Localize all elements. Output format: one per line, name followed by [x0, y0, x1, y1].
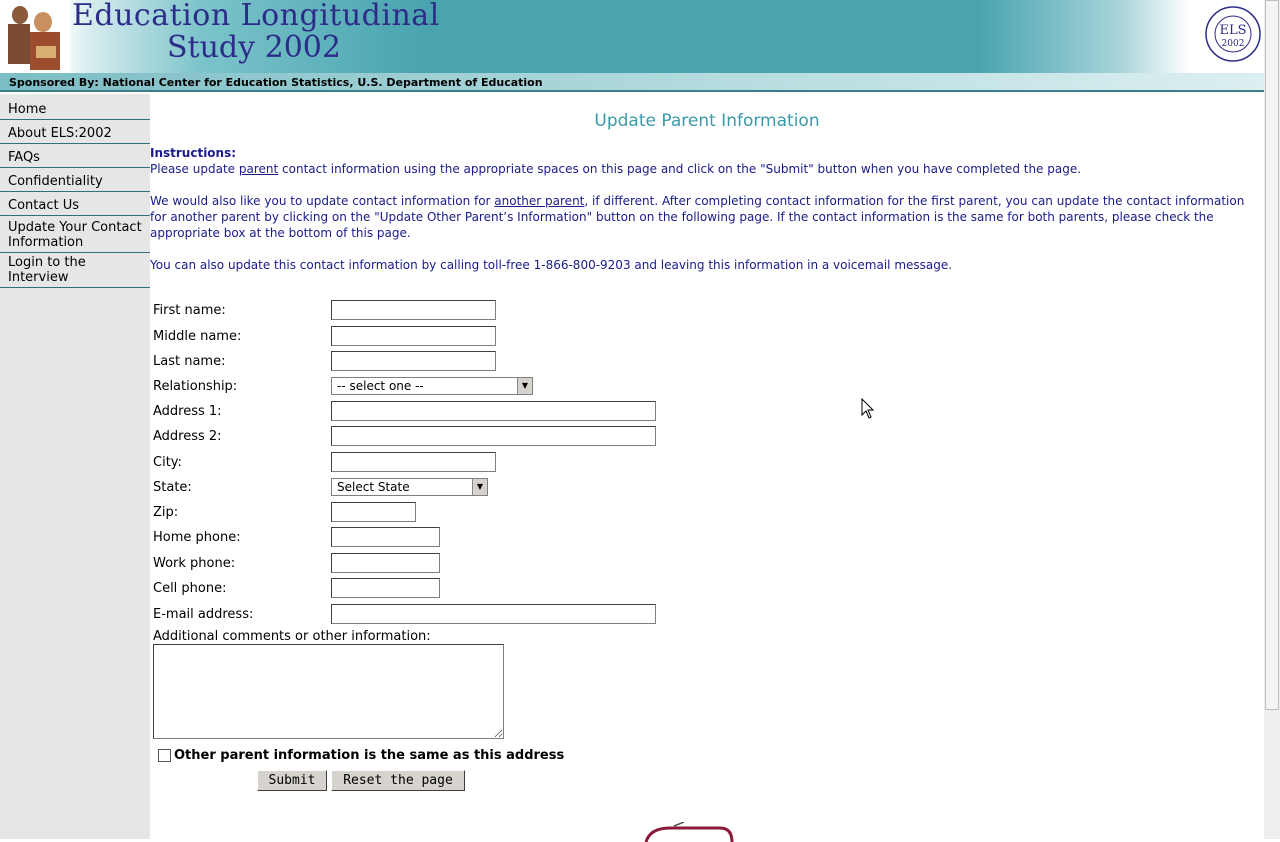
chevron-down-icon[interactable]: ▼ [517, 378, 532, 394]
students-illustration [0, 0, 70, 73]
cell-phone-input[interactable] [331, 578, 440, 598]
comments-textarea[interactable] [153, 644, 504, 739]
state-label: State: [153, 480, 192, 495]
sidebar-item-faqs[interactable]: FAQs [0, 148, 150, 168]
mouse-cursor-icon [861, 398, 875, 420]
same-address-checkbox[interactable] [158, 749, 171, 762]
zip-input[interactable] [331, 502, 416, 522]
instr2-pre: We would also like you to update contact information for [150, 194, 495, 208]
relationship-label: Relationship: [153, 379, 238, 394]
sidebar-item-login[interactable]: Login to the Interview [0, 253, 150, 288]
site-title [72, 0, 440, 64]
site-title-line1: Education Longitudinal [72, 0, 440, 33]
address2-input[interactable] [331, 426, 656, 446]
same-address-option[interactable] [158, 748, 564, 763]
work-phone-label: Work phone: [153, 556, 236, 571]
header-banner [0, 0, 1264, 73]
page-title: Update Parent Information [594, 111, 820, 131]
scrollbar-thumb[interactable] [1265, 0, 1279, 710]
site-title-line2: Study 2002 [167, 30, 341, 65]
reset-button[interactable]: Reset the page [331, 770, 465, 791]
zip-label: Zip: [153, 505, 179, 520]
another-parent-link[interactable]: another parent [494, 194, 585, 208]
sponsor-bar: Sponsored By: National Center for Education Statistics, U.S. Department of Education [0, 73, 1264, 92]
submit-button[interactable]: Submit [257, 770, 327, 791]
city-input[interactable] [331, 452, 496, 472]
last-name-label: Last name: [153, 354, 226, 369]
same-address-label: Other parent information is the same as this address [174, 748, 565, 763]
city-label: City: [153, 455, 182, 470]
instr1-pre: Please update [150, 162, 239, 176]
instructions-paragraph-3: You can also update this contact information by calling toll-free 1-866-800-9203 and leaving this information in a voicemail message. [150, 258, 953, 272]
email-input[interactable] [331, 604, 656, 624]
instr1-post: contact information using the appropriate spaces on this page and click on the "Submit" button when you have completed the page. [278, 162, 1082, 176]
sidebar-item-update-contact[interactable]: Update Your Contact Information [0, 218, 150, 253]
first-name-label: First name: [153, 303, 226, 318]
instructions-paragraph-2 [150, 193, 1264, 241]
parent-link[interactable]: parent [238, 162, 279, 176]
first-name-input[interactable] [331, 300, 496, 320]
seal-text: ELS [1219, 23, 1247, 38]
relationship-select[interactable] [331, 377, 533, 395]
state-select[interactable] [331, 478, 488, 496]
sidebar-item-home[interactable]: Home [0, 100, 150, 120]
instructions-paragraph-1 [150, 161, 1264, 177]
last-name-input[interactable] [331, 351, 496, 371]
els-seal-logo [1203, 2, 1263, 72]
seal-year: 2002 [1221, 39, 1245, 49]
middle-name-input[interactable] [331, 326, 496, 346]
instructions-title: Instructions: [150, 146, 237, 160]
comments-label: Additional comments or other information: [153, 629, 431, 644]
sidebar-nav [0, 94, 150, 839]
footer-logo [640, 822, 740, 842]
home-phone-input[interactable] [331, 527, 440, 547]
work-phone-input[interactable] [331, 553, 440, 573]
instr2-post: , if different. After completing contact information for the first parent, you can update the contact information for another parent by clicking on the "Update Other Parent’s Information" button on the following page. If the contact information is the same for both parents, please check the appropriate box at the bottom of this page. [150, 194, 1245, 240]
address1-label: Address 1: [153, 404, 222, 419]
chevron-down-icon[interactable]: ▼ [472, 479, 487, 495]
relationship-value: -- select one -- [337, 379, 424, 393]
middle-name-label: Middle name: [153, 329, 242, 344]
sidebar-item-about[interactable]: About ELS:2002 [0, 124, 150, 144]
sidebar-item-contact[interactable]: Contact Us [0, 196, 150, 216]
home-phone-label: Home phone: [153, 530, 241, 545]
address1-input[interactable] [331, 401, 656, 421]
cell-phone-label: Cell phone: [153, 581, 227, 596]
state-value: Select State [337, 480, 410, 494]
email-label: E-mail address: [153, 607, 254, 622]
sidebar-item-confidentiality[interactable]: Confidentiality [0, 172, 150, 192]
address2-label: Address 2: [153, 429, 222, 444]
